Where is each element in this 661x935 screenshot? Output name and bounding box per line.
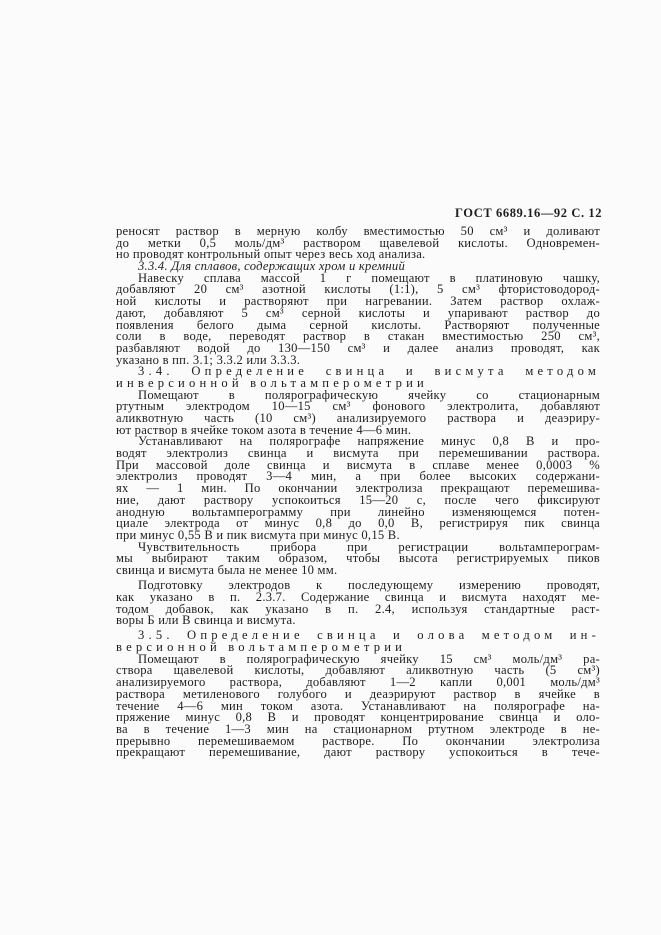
text-line: пряжение минус 0,8 В и проводят концентрирование свинца и оло- [116,710,600,725]
text-line: ртутным электродом 10—15 см³ фонового электролита, добавляют [116,399,600,414]
text-line: реносят раствор в мерную колбу вместимостью 50 см³ и доливают [116,224,600,238]
text-line: Устанавливают на полярографе напряжение минус 0,8 В и про- [138,434,600,449]
text-line: течение 4—6 мин током азота. Устанавливают на полярографе на- [116,698,600,713]
text-line: но проводят контрольный опыт через весь ход анализа. [116,247,426,262]
section-heading-line: 3.5. Определение свинца и олова методом ин- [138,628,600,643]
text-line: Помещают в полярографическую ячейку 15 см³ моль/дм³ ра- [138,651,600,666]
text-line: При массовой доле свинца и висмута в сплаве менее 0,0003 % [116,457,600,472]
text-line: ной кислоты и растворяют при нагревании. Затем раствор охлаж- [116,294,600,309]
text-line: створа щавелевой кислоты, добавляют аликвотную часть (5 см³) [116,663,600,678]
text-line: свинца и висмута была не менее 10 мм. [116,562,338,577]
text-line: добавляют 20 см³ азотной кислоты (1:1), 5 см³ фтористоводород- [116,282,600,297]
text-line: ях — 1 мин. По окончании электролиза прекращают перемешива- [116,481,600,496]
text-line: циале электрода от минус 0,8 до 0,0 В, регистрируя пик свинца [116,516,600,531]
text-line: электролиз проводят 3—4 мин, а при более высоких содержани- [116,469,600,484]
text-line: прерывно перемешиваемом растворе. По окончании электролиза [116,733,600,748]
section-heading-line: 3.3.4. Для сплавов, содержащих хром и кремний [138,259,405,274]
text-line: ние, дают раствору успокоиться 15—20 с, после чего фиксируют [116,492,600,507]
text-line: разбавляют водой до 130—150 см³ и далее анализ проводят, как [116,340,600,355]
text-line: Навеску сплава массой 1 г помещают в платиновую чашку, [138,270,600,285]
section-heading-line: 3.4. Определение свинца и висмута методом [138,364,600,379]
text-line: мы выбирают таким образом, чтобы высота регистрируемых пиков [116,551,600,566]
text-line: Чувствительность прибора при регистрации вольтамперограм- [138,539,600,554]
text-line: ва в течение 1—3 мин на стационарном ртутном электроде в не- [116,721,600,736]
text-line: дают, добавляют 5 см³ серной кислоты и упаривают раствор до [116,305,600,320]
text-line: раствора метиленового голубого и деаэрируют раствор в ячейке в [116,686,600,701]
text-line: водят электролиз свинца и висмута при перемешивании раствора. [116,446,600,461]
text-line: тодом добавок, как указано в п. 2.4, используя стандартные раст- [116,601,600,616]
text-line: Помещают в полярографическую ячейку со стационарным [138,387,600,402]
text-line: как указано в п. 2.3.7. Содержание свинца и висмута находят ме- [116,589,600,604]
text-line: прекращают перемешивание, дают раствору успокоиться в тече- [116,745,600,760]
text-line: анодную вольтамперограмму при линейно изменяющемся потен- [116,504,600,519]
text-line: аликвотную часть (10 см³) анализируемого раствора и деаэриру- [116,411,600,425]
text-line: анализируемого раствора, добавляют 1—2 капли 0,001 моль/дм³ [116,675,600,690]
page-header: ГОСТ 6689.16—92 С. 12 [455,206,603,220]
text-line: появления белого дыма серной кислоты. Растворяют полученные [116,317,600,332]
text-line: воры Б или В свинца и висмута. [116,613,296,628]
text-line: ют раствор в ячейке током азота в течение 4—6 мин. [116,422,412,437]
section-heading-line: инверсионной вольтамперометрии [116,375,428,390]
document-body [116,226,600,759]
text-line: соли в воде, переводят раствор в стакан вместимостью 250 см³, [116,329,600,344]
text-line: до метки 0,5 моль/дм³ раствором щавелевой кислоты. Одновремен- [116,235,600,250]
text-line: Подготовку электродов к последующему измерению проводят, [138,578,600,593]
text-line: указано в пп. 3.1; 3.3.2 или 3.3.3. [116,352,301,367]
text-line: при минус 0,55 В и пик висмута при минус 0,15 В. [116,527,400,542]
section-heading-line: версионной вольтамперометрии [116,640,407,655]
